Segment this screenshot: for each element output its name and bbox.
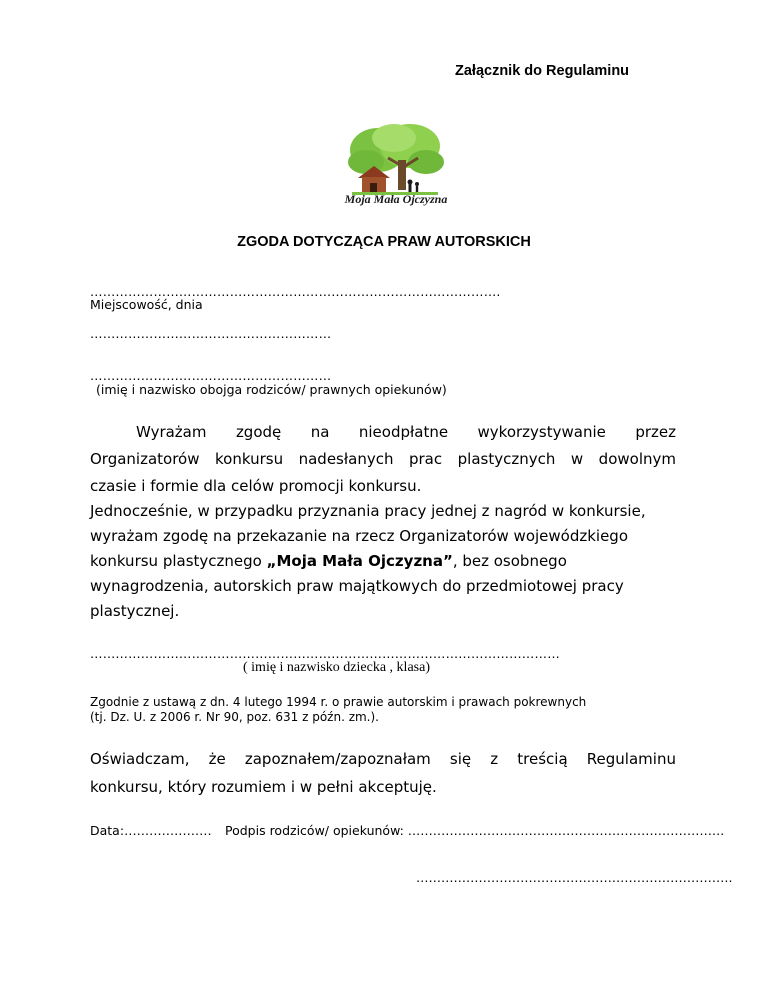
annex-heading: Załącznik do Regulaminu <box>455 63 630 79</box>
parents-signature-field[interactable] <box>225 823 724 838</box>
child-name-label: ( imię i nazwisko dziecka , klasa) <box>243 660 430 675</box>
consent-line-1: Wyrażam zgodę na nieodpłatne wykorzystywanie przez <box>136 423 676 441</box>
consent-line-3: czasie i formie dla celów promocji konkursu. <box>90 477 422 495</box>
child-name-dots: ………………………………………………………………………………………………… <box>90 646 560 661</box>
parents-signature-dots: …………………………………………………………………. <box>407 823 725 838</box>
consent-line-5: wyrażam zgodę na przekazanie na rzecz Organizatorów wojewódzkiego <box>90 527 629 545</box>
place-date-label: Miejscowość, dnia <box>90 297 203 312</box>
date-signature-dots: ………………… <box>124 823 212 838</box>
consent-line-7: wynagrodzenia, autorskich praw majątkowych do przedmiotowej pracy <box>90 577 624 595</box>
date-dots: ………………………………………………… <box>90 326 332 341</box>
parents-signature-label: Podpis rodziców/ opiekunów: <box>225 823 408 838</box>
contest-name: „Moja Mała Ojczyzna” <box>266 552 453 570</box>
consent-line-8: plastycznej. <box>90 602 180 620</box>
place-date-dots: ……………………………………………………………………………………. <box>90 284 501 299</box>
second-signature-dots[interactable]: …………………………………………………………………. <box>416 870 733 885</box>
date-field[interactable] <box>90 823 212 838</box>
consent-line-4: Jednocześnie, w przypadku przyznania pracy jednej z nagród w konkursie, <box>90 502 646 520</box>
law-line-1: Zgodnie z ustawą z dn. 4 lutego 1994 r. o prawie autorskim i prawach pokrewnych <box>90 695 587 709</box>
logo <box>338 122 452 210</box>
consent-line-6: konkursu plastycznego „Moja Mała Ojczyzna”, bez osobnego <box>90 552 567 570</box>
law-line-2: (tj. Dz. U. z 2006 r. Nr 90, poz. 631 z późn. zm.). <box>90 710 379 724</box>
declaration-line-2: konkursu, który rozumiem i w pełni akceptuję. <box>90 778 437 796</box>
parents-name-label: (imię i nazwisko obojga rodziców/ prawnych opiekunów) <box>96 382 447 397</box>
consent-line-2: Organizatorów konkursu nadesłanych prac plastycznych w dowolnym <box>90 450 676 468</box>
parents-name-dots: ………………………………………………… <box>90 368 332 383</box>
document-title: ZGODA DOTYCZĄCA PRAW AUTORSKICH <box>237 234 531 250</box>
logo-text: Moja Mała Ojczyzna <box>344 192 448 206</box>
date-label: Data: <box>90 823 125 838</box>
declaration-line-1: Oświadczam, że zapoznałem/zapoznałam się z treścią Regulaminu <box>90 750 676 768</box>
